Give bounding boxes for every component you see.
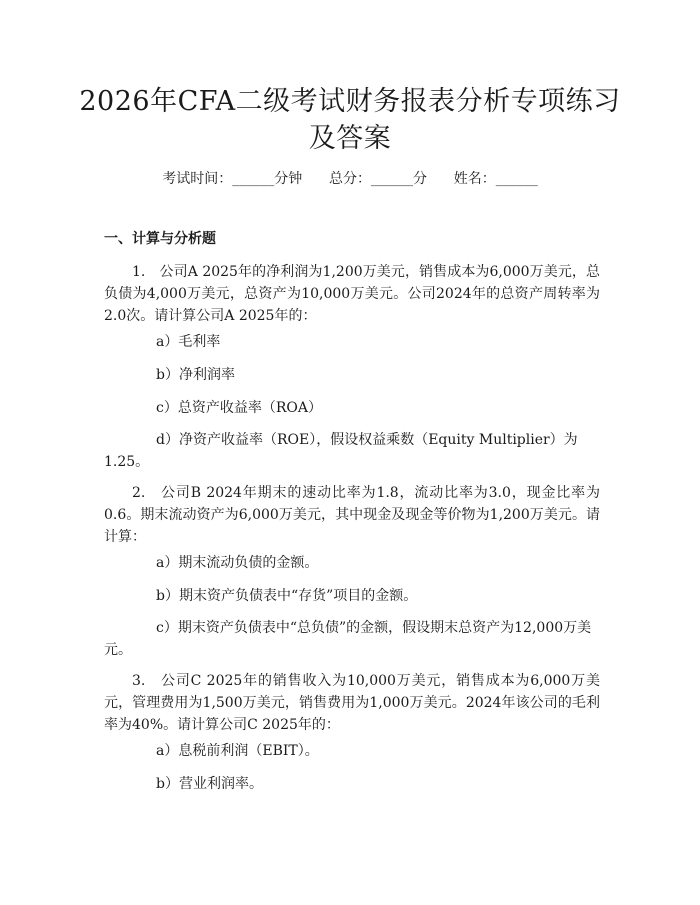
question-2-item-a: a）期末流动负债的金额。 <box>156 555 319 571</box>
question-1-item-b: b）净利润率 <box>156 367 235 383</box>
question-1-item-c: c）总资产收益率（ROA） <box>156 400 322 416</box>
document-title-line-2: 及答案 <box>308 123 392 154</box>
question-1-item-a: a）毛利率 <box>156 334 221 350</box>
exam-meta-line <box>60 168 640 188</box>
question-1-item-d: d）净资产收益率（ROE），假设权益乘数（Equity Multiplier）为1.25。 <box>104 432 578 470</box>
question-2-item-b: b）期末资产负债表中“存货”项目的金额。 <box>156 588 418 604</box>
name-field: 姓名：______ <box>453 171 538 187</box>
question-2-stem: 2. 公司B 2024年期末的速动比率为1.8，流动比率为3.0，现金比率为0.6。期末流动资产为6,000万美元，其中现金及现金等价物为1,200万美元。请计算： <box>104 485 600 545</box>
total-score-field: 总分：______分 <box>329 171 427 187</box>
question-3-item-a: a）息税前利润（EBIT）。 <box>156 743 319 759</box>
exam-time-field: 考试时间：______分钟 <box>162 171 303 187</box>
question-2-item-c: c）期末资产负债表中“总负债”的金额，假设期末总资产为12,000万美元。 <box>104 620 592 658</box>
question-3-stem: 3. 公司C 2025年的销售收入为10,000万美元，销售成本为6,000万美元，管理费用为1,500万美元，销售费用为1,000万美元。2024年该公司的毛利率为40%。请计算公司C 2025年的： <box>104 673 600 733</box>
question-3-item-b: b）营业利润率。 <box>156 776 263 792</box>
section-heading: 一、计算与分析题 <box>104 231 216 247</box>
question-1-stem: 1. 公司A 2025年的净利润为1,200万美元，销售成本为6,000万美元，总负债为4,000万美元，总资产为10,000万美元。公司2024年的总资产周转率为2.0次。请计算公司A 2025年的： <box>104 264 600 324</box>
document-title-line-1: 2026年CFA二级考试财务报表分析专项练习 <box>79 86 621 117</box>
